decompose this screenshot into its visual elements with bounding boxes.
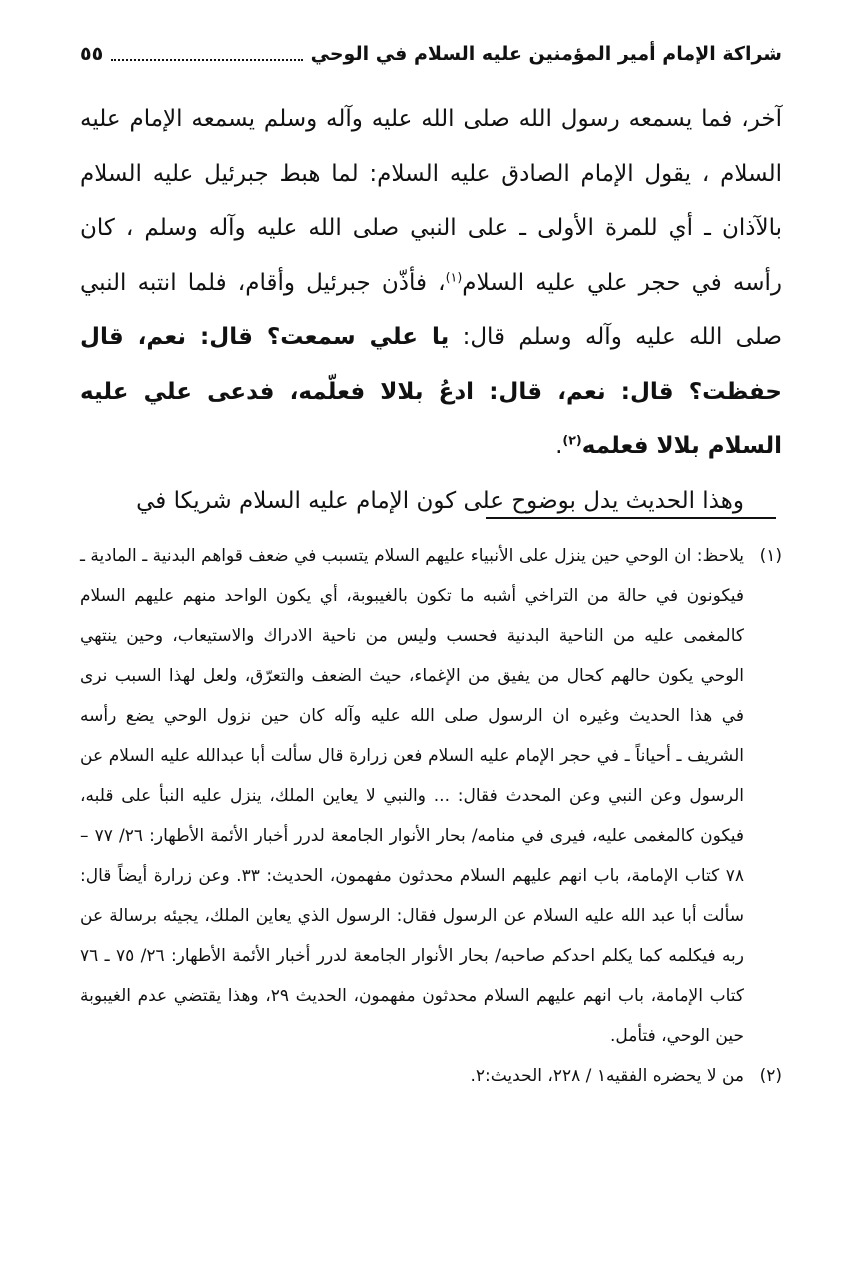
footnote-1 [80,536,782,1056]
footnote-1-text: يلاحظ: ان الوحي حين ينزل على الأنبياء عليهم السلام يتسبب في ضعف قواهم البدنية ـ المادية ـ فيكونون في حالة من التراخي أشبه ما تكون بالغيبوبة، أي يكون الواحد منهم عليهم السلام كالمغمى عليه من الناحية البدنية فحسب وليس من ناحية الادراك والاستيعاب، وحين ينتهي الوحي يكون حالهم كحال من يفيق من الإغماء، حيث الضعف والتعرّق، ولعل لهذا السبب نرى في هذا الحديث وغيره ان الرسول صلى الله عليه وآله كان حين نزول الوحي يضع رأسه الشريف ـ أحياناً ـ في حجر الإمام عليه السلام فعن زرارة قال سألت أبا عبدالله عليه السلام عن الرسول وعن النبي وعن المحدث فقال: ... والنبي لا يعاين الملك، ينزل عليه النبأ على قلبه، فيكون كالمغمى عليه، فيرى في منامه/ بحار الأنوار الجامعة لدرر أخبار الأئمة الأطهار: ٢٦/ ٧٧ – ٧٨ كتاب الإمامة، باب انهم عليهم السلام محدثون مفهمون، الحديث: ٣٣. وعن زرارة أيضاً قال: سألت أبا عبد الله عليه السلام عن الرسول فقال: الرسول الذي يعاين الملك، يجيئه برسالة عن ربه فيكلمه كما يكلم احدكم صاحبه/ بحار الأنوار الجامعة لدرر أخبار الأئمة الأطهار: ٢٦/ ٧٥ ـ ٧٦ كتاب الإمامة، باب انهم عليهم السلام محدثون مفهمون، الحديث ٢٩، وهذا يقتضي عدم الغيبوبة حين الوحي، فتأمل. [80,546,745,1046]
paragraph-2: وهذا الحديث يدل بوضوح على كون الإمام عليه السلام شريكا في [136,487,744,514]
footnote-ref-1[interactable]: (١) [445,268,463,284]
footnote-ref-2[interactable]: (٢) [562,432,582,448]
footnote-1-marker: (١) [759,546,782,566]
hadith-quote: يا علي سمعت؟ قال: نعم، قال حفظت؟ قال: نعم، قال: ادعُ بلالا فعلّمه، فدعى علي عليه السلام بلالا فعلمه [80,324,782,459]
footnote-2 [80,1056,782,1096]
paragraph-1-text: آخر، فما يسمعه رسول الله صلى الله عليه وآله وسلم يسمعه الإمام عليه السلام ، يقول الإمام الصادق عليه السلام: لما هبط جبرئيل عليه السلام بالآذان ـ أي للمرة الأولى ـ على النبي صلى الله عليه وآله وسلم ، كان رأسه في حجر علي عليه السلام [80,106,782,296]
main-text [80,92,782,528]
dotted-leader [111,59,302,61]
page-number: ٥٥ [80,43,104,65]
footnote-2-text: من لا يحضره الفقيه١ / ٢٢٨، الحديث:٢. [470,1066,744,1086]
running-header [80,34,782,74]
footnote-2-marker: (٢) [759,1066,782,1086]
footnote-separator [486,517,776,519]
paragraph-1-end: . [555,433,563,459]
footnotes [80,536,782,1096]
running-title: شراكة الإمام أمير المؤمنين عليه السلام في الوحي [310,43,782,65]
paragraph-1 [80,92,782,474]
paragraph-1-continuation: ، فأذّن جبرئيل وأقام، فلما انتبه النبي صلى الله عليه وآله وسلم قال: [80,269,782,350]
